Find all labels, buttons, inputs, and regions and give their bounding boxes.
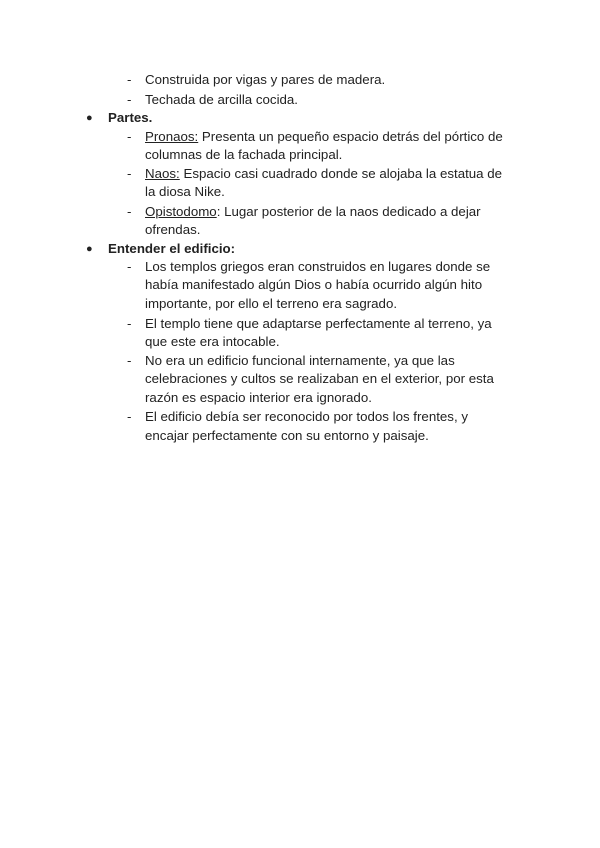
list-item-continuation: [0, 370, 600, 388]
list-item: [0, 352, 600, 370]
dash-marker: -: [127, 129, 132, 144]
list-item-continuation: [0, 146, 600, 164]
dash-marker: -: [127, 259, 132, 274]
list-item-text: ofrendas.: [145, 222, 201, 237]
dash-marker: -: [127, 166, 132, 181]
list-item: [0, 203, 600, 221]
list-item-continuation: [0, 389, 600, 407]
list-item-text: El templo tiene que adaptarse perfectamente al terreno, ya: [145, 316, 492, 331]
list-item: [0, 91, 600, 109]
dash-marker: -: [127, 204, 132, 219]
bullet-marker: ●: [86, 243, 93, 255]
term-naos: Naos:: [145, 166, 180, 181]
dash-marker: -: [127, 72, 132, 87]
section-heading-text: Partes.: [108, 110, 153, 125]
list-item-text: No era un edificio funcional internamente, ya que las: [145, 353, 455, 368]
list-item-continuation: [0, 183, 600, 201]
section-heading-entender: [0, 240, 600, 258]
list-item-text: encajar perfectamente con su entorno y paisaje.: [145, 428, 429, 443]
dash-marker: -: [127, 92, 132, 107]
list-item-text: celebraciones y cultos se realizaban en el exterior, por esta: [145, 371, 494, 386]
list-item: [0, 315, 600, 333]
list-item-text: importante, por ello el terreno era sagrado.: [145, 296, 398, 311]
list-item-continuation: [0, 221, 600, 239]
section-heading-text: Entender el edificio:: [108, 241, 236, 256]
list-item: [0, 165, 600, 183]
dash-marker: -: [127, 409, 132, 424]
term-pronaos: Pronaos:: [145, 129, 199, 144]
list-item-text: [145, 203, 481, 221]
term-description: : Lugar posterior de la naos dedicado a dejar: [216, 204, 481, 219]
dash-marker: -: [127, 316, 132, 331]
list-item-continuation: [0, 427, 600, 445]
list-item-continuation: [0, 276, 600, 294]
term-description: Espacio casi cuadrado donde se alojaba la estatua de: [179, 166, 503, 181]
list-item-text: [145, 128, 503, 146]
list-item-text: columnas de la fachada principal.: [145, 147, 343, 162]
list-item-text: [145, 165, 502, 183]
list-item: [0, 258, 600, 276]
list-item-text: Los templos griegos eran construidos en lugares donde se: [145, 259, 491, 274]
list-item-text: razón es espacio interior era ignorado.: [145, 390, 372, 405]
section-heading-partes: [0, 109, 600, 127]
list-item: [0, 71, 600, 89]
list-item-text: que este era intocable.: [145, 334, 280, 349]
term-description: Presenta un pequeño espacio detrás del pórtico de: [198, 129, 503, 144]
list-item-continuation: [0, 295, 600, 313]
list-item-text: Techada de arcilla cocida.: [145, 92, 299, 107]
list-item: [0, 128, 600, 146]
list-item-text: había manifestado algún Dios o había ocurrido algún hito: [145, 277, 483, 292]
list-item-text: la diosa Nike.: [145, 184, 225, 199]
term-opistodomo: Opistodomo: [145, 204, 217, 219]
list-item-text: Construida por vigas y pares de madera.: [145, 72, 386, 87]
dash-marker: -: [127, 353, 132, 368]
list-item-continuation: [0, 333, 600, 351]
list-item: [0, 408, 600, 426]
list-item-text: El edificio debía ser reconocido por todos los frentes, y: [145, 409, 468, 424]
bullet-marker: ●: [86, 112, 93, 124]
